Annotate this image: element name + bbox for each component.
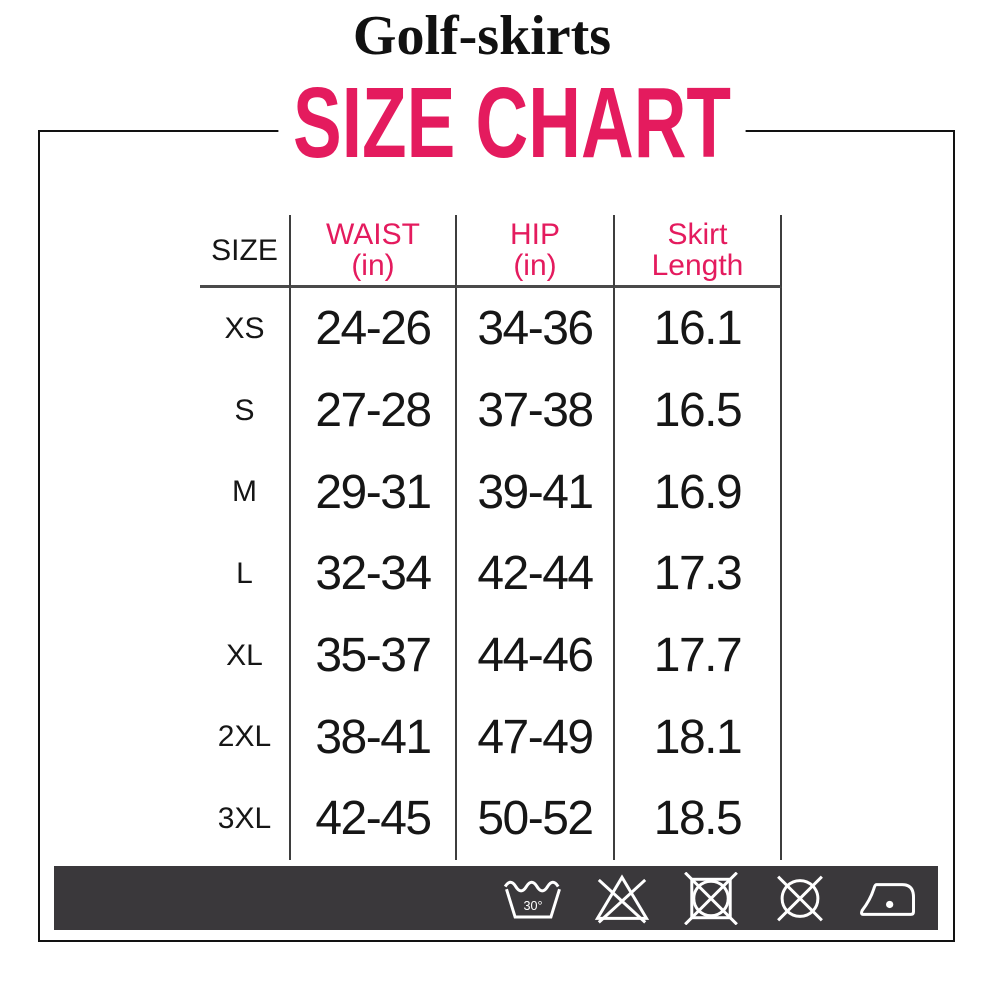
- do-not-dry-clean-icon: [765, 872, 835, 925]
- size-cell: 3XL: [217, 801, 272, 835]
- size-cell: M: [232, 475, 257, 509]
- waist-cell: 32-34: [289, 533, 455, 615]
- size-cell: L: [236, 556, 253, 590]
- length-cell: 16.1: [613, 288, 782, 370]
- size-chart-heading: SIZE CHART: [278, 73, 745, 173]
- header-label: WAIST: [326, 218, 420, 251]
- header-sublabel: Length: [651, 249, 744, 282]
- length-cell: 17.3: [613, 533, 782, 615]
- iron-low-heat-icon: [854, 872, 924, 925]
- waist-cell: 38-41: [289, 696, 455, 778]
- size-cell: XS: [224, 311, 265, 345]
- waist-cell: 42-45: [289, 778, 455, 860]
- hip-cell: 44-46: [455, 615, 613, 697]
- column-header-hip: [455, 215, 613, 288]
- size-chart-heading-wrap: [0, 67, 1000, 179]
- header-sublabel: (in): [351, 249, 395, 282]
- length-cell: 16.5: [613, 370, 782, 452]
- header-sublabel: (in): [513, 249, 557, 282]
- size-cell: XL: [226, 638, 263, 672]
- hip-cell: 42-44: [455, 533, 613, 615]
- length-cell: 16.9: [613, 451, 782, 533]
- waist-cell: 24-26: [289, 288, 455, 370]
- wash-temperature-label: 30°: [523, 898, 543, 913]
- brand-title: Golf-skirts: [352, 5, 612, 67]
- header-label: HIP: [509, 218, 560, 251]
- do-not-bleach-icon: [587, 872, 657, 925]
- length-cell: 17.7: [613, 615, 782, 697]
- hip-cell: 47-49: [455, 696, 613, 778]
- length-cell: 18.5: [613, 778, 782, 860]
- column-header-waist: [289, 215, 455, 288]
- hip-cell: 34-36: [455, 288, 613, 370]
- header-label: Skirt: [667, 218, 728, 251]
- size-table: [200, 215, 782, 860]
- length-cell: 18.1: [613, 696, 782, 778]
- column-header-size: [200, 215, 289, 288]
- hip-cell: 39-41: [455, 451, 613, 533]
- size-cell: 2XL: [217, 720, 272, 754]
- waist-cell: 35-37: [289, 615, 455, 697]
- waist-cell: 29-31: [289, 451, 455, 533]
- hip-cell: 50-52: [455, 778, 613, 860]
- care-instructions-bar: [54, 866, 938, 930]
- size-cell: S: [234, 393, 255, 427]
- machine-wash-30-icon: [498, 872, 568, 925]
- column-header-skirt-length: [613, 215, 782, 288]
- hip-cell: 37-38: [455, 370, 613, 452]
- do-not-tumble-dry-icon: [676, 872, 746, 925]
- waist-cell: 27-28: [289, 370, 455, 452]
- header-label: SIZE: [211, 233, 278, 267]
